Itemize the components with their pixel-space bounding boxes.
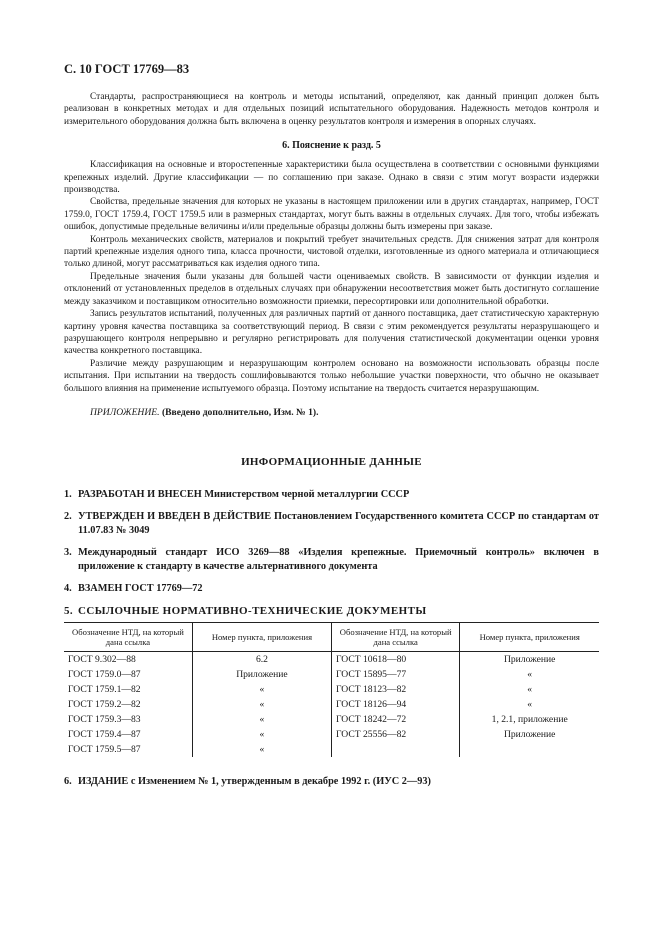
table-cell: ГОСТ 1759.1—82 <box>68 683 141 695</box>
table-row <box>64 697 599 712</box>
table-cell: ГОСТ 15895—77 <box>331 667 459 682</box>
table-cell: « <box>192 712 331 727</box>
table-cell: ГОСТ 1759.5—87 <box>68 743 141 755</box>
table-cell: « <box>460 682 599 697</box>
page-header: С. 10 ГОСТ 17769—83 <box>64 62 190 76</box>
table-cell: ГОСТ 10618—80 <box>331 651 459 667</box>
table-cell: 1, 2.1, приложение <box>460 712 599 727</box>
table-cell: « <box>460 697 599 712</box>
document-page <box>64 62 599 797</box>
table-row <box>64 712 599 727</box>
table-cell: ГОСТ 1759.2—82 <box>68 698 141 710</box>
col-header: Обозначение НТД, на который дана ссылка <box>331 622 459 651</box>
table-row <box>64 667 599 682</box>
info-item-2: 2. УТВЕРЖДЕН И ВВЕДЕН В ДЕЙСТВИЕ Постановлением Государственного комитета СССР по стандартам от 11.07.83 № 3049 <box>64 510 599 536</box>
table-cell: ГОСТ 1759.0—87 <box>68 668 141 680</box>
table-cell: Приложение <box>460 727 599 742</box>
table-cell: ГОСТ 18242—72 <box>331 712 459 727</box>
table-cell: « <box>192 697 331 712</box>
table-cell: ГОСТ 18126—94 <box>331 697 459 712</box>
table-cell: ГОСТ 18123—82 <box>331 682 459 697</box>
appendix-amendment: (Введено дополнительно, Изм. № 1). <box>161 406 319 418</box>
table-row <box>64 727 599 742</box>
table-cell: « <box>192 682 331 697</box>
intro-paragraph: Стандарты, распространяющиеся на контроль и методы испытаний, определяют, как данный принцип должен быть реализован в конкретных методах и для отдельных позиций испытательного оборудования. Надежность методов контроля и измерительного оборудования должна быть включена в оценку результатов контроля и измерения в опорных случаях. <box>64 92 599 127</box>
section-6-paragraph: Различие между разрушающим и неразрушающим контролем основано на возможности использовать образцы после испытания. При испытании на твердость сошлифовываются только небольшие участки поверхности, что обычно не оказывает большого влияния на применение испытуемого образца. Поэтому испытание на твердость считается неразрушающим. <box>64 358 599 394</box>
appendix-label: ПРИЛОЖЕНИЕ. <box>90 406 160 418</box>
table-cell: « <box>460 667 599 682</box>
section-6-paragraph: Предельные значения были указаны для большей части оцениваемых свойств. В зависимости от функции изделия и отклонений от установленных пределов в отдельных случаях при обнаружении несоответствия может быть достигнуто соглашение между заказчиком и поставщиком относительно возможности приемки, пересортировки или дополнительной обработки. <box>64 271 599 307</box>
section-6-paragraph: Классификация на основные и второстепенные характеристики была осуществлена в соответствии с основными функциями крепежных изделий. Другие классификации — по соглашению при заказе. Однако в связи с этим могут возрасти издержки производства. <box>64 160 599 196</box>
table-cell: ГОСТ 9.302—88 <box>68 653 136 665</box>
section-6-paragraph: Контроль механических свойств, материалов и покрытий требует значительных средств. Для снижения затрат для контроля партий крепежные изделия одного типа, класса прочности, чистовой отделки, изготовленные из одного материала и отличающиеся только длиной, могут рассматриваться как изделия одного типа. <box>64 234 599 270</box>
col-header: Номер пункта, приложения <box>192 622 331 651</box>
info-item-5: 5. ССЫЛОЧНЫЕ НОРМАТИВНО-ТЕХНИЧЕСКИЕ ДОКУМЕНТЫ <box>64 604 427 617</box>
table-row <box>64 651 599 667</box>
section-6-paragraph: Запись результатов испытаний, полученных для различных партий от данного поставщика, дает статистическую характерную картину уровня качества поставщика за соответствующий период. В связи с этим рекомендуется результаты неразрушающего и разрушающего контроля непрерывно и регулярно регистрировать для получения статистической документации оценки уровня качества конкретного поставщика. <box>64 309 599 357</box>
table-cell: « <box>192 727 331 742</box>
table-cell: ГОСТ 1759.4—87 <box>68 728 141 740</box>
table-header-row <box>64 622 599 651</box>
section-6-title: 6. Пояснение к разд. 5 <box>282 140 381 152</box>
table-row <box>64 682 599 697</box>
appendix-note <box>64 407 599 418</box>
section-6-paragraph: Свойства, предельные значения для которых не указаны в настоящем приложении или в других стандартах, например, ГОСТ 1759.0, ГОСТ 1759.4, ГОСТ 1759.5 или в размерных стандартах, могут быть важны в отдельных случаях. Для того, чтобы избежать ошибок, допустимые предельные величины и/или предельные образцы должны быть измерены при заказе. <box>64 197 599 233</box>
info-item-3: 3. Международный стандарт ИСО 3269—88 «Изделия крепежные. Приемочный контроль» включен в приложение к стандарту в качестве альтернативного документа <box>64 546 599 572</box>
table-cell <box>331 742 459 757</box>
table-cell: « <box>192 742 331 757</box>
col-header: Обозначение НТД, на который дана ссылка <box>64 622 192 651</box>
info-item-4: 4. ВЗАМЕН ГОСТ 17769—72 <box>64 582 203 594</box>
table-cell: 6.2 <box>192 651 331 667</box>
table-cell <box>460 742 599 757</box>
table-cell: ГОСТ 25556—82 <box>331 727 459 742</box>
table-cell: Приложение <box>460 651 599 667</box>
references-table <box>64 622 599 757</box>
info-item-1: 1. РАЗРАБОТАН И ВНЕСЕН Министерством черной металлургии СССР <box>64 488 410 500</box>
table-row <box>64 742 599 757</box>
table-cell: ГОСТ 1759.3—83 <box>68 713 141 725</box>
info-title: ИНФОРМАЦИОННЫЕ ДАННЫЕ <box>241 455 422 468</box>
table-cell: Приложение <box>192 667 331 682</box>
col-header: Номер пункта, приложения <box>460 622 599 651</box>
info-item-6: 6. ИЗДАНИЕ с Изменением № 1, утвержденным в декабре 1992 г. (ИУС 2—93) <box>64 775 431 787</box>
